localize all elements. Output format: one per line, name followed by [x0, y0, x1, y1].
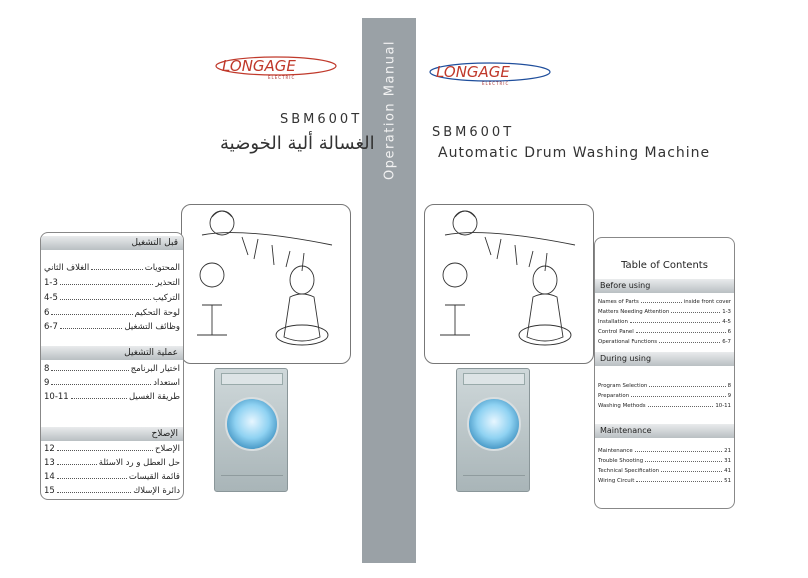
washing-machine-image-left: [214, 368, 288, 492]
toc-en-row: Trouble Shooting 31: [598, 458, 731, 464]
toc-en-section-header: During using: [595, 352, 734, 366]
brand-logo-right: [428, 58, 552, 82]
toc-ar-section-header: الإصلاح: [41, 427, 183, 441]
toc-ar-row: حل العطل و رد الاسئلة 13: [44, 458, 180, 468]
toc-ar-row: وظائف التشغيل 6-7: [44, 322, 180, 332]
toc-ar-row: المحتويات الغلاف الثاني: [44, 263, 180, 273]
toc-en-row: Wiring Circuit 51: [598, 478, 731, 484]
toc-ar-row: التحذير 1-3: [44, 278, 180, 288]
toc-en-row: Maintenance 21: [598, 448, 731, 454]
toc-en-row: Program Selection 8: [598, 383, 731, 389]
toc-ar-row: لوحة التحكيم 6: [44, 308, 180, 318]
toc-ar-section-header: عملية التشغيل: [41, 346, 183, 360]
page-title-arabic: الغسالة ألية الخوضية: [220, 133, 375, 154]
brand-sub-left: ELECTRIC: [268, 75, 296, 80]
laundry-illustration-left: [181, 204, 351, 364]
toc-en-row: Operational Functions 6-7: [598, 339, 731, 345]
toc-ar-row: استعداد 9: [44, 378, 180, 388]
toc-en-row: Matters Needing Attention 1-3: [598, 309, 731, 315]
toc-ar-row: قائمة القيسات 14: [44, 472, 180, 482]
toc-ar-row: التركيب 4-5: [44, 293, 180, 303]
model-number-right: SBM600T: [432, 125, 515, 140]
toc-ar-row: الإصلاح 12: [44, 444, 180, 454]
toc-en-section-header: Maintenance: [595, 424, 734, 438]
brand-sub-right: ELECTRIC: [482, 81, 510, 86]
toc-ar-row: دائرة الإسلاك 15: [44, 486, 180, 496]
spine-title: Operation Manual: [382, 39, 398, 181]
svg-text:LONGAGE: LONGAGE: [222, 57, 296, 75]
page-title-english: Automatic Drum Washing Machine: [438, 145, 711, 161]
toc-en-row: Technical Specification 41: [598, 468, 731, 474]
toc-en-row: Washing Methods 10-11: [598, 403, 731, 409]
brand-logo-left: [214, 52, 338, 76]
toc-ar-section-header: قبل التشغيل: [41, 236, 183, 250]
toc-en-row: Names of Parts inside front cover: [598, 299, 731, 305]
toc-en-row: Control Panel 6: [598, 329, 731, 335]
toc-en-row: Preparation 9: [598, 393, 731, 399]
toc-ar-row: اختيار البرنامج 8: [44, 364, 180, 374]
toc-title: Table of Contents: [621, 260, 708, 271]
toc-box-english: [594, 237, 735, 509]
toc-en-section-header: Before using: [595, 279, 734, 293]
svg-text:LONGAGE: LONGAGE: [436, 63, 510, 81]
toc-en-row: Installation 4-5: [598, 319, 731, 325]
laundry-illustration-right: [424, 204, 594, 364]
toc-ar-row: طريقة الغسيل 10-11: [44, 392, 180, 402]
model-number-left: SBM600T: [280, 112, 363, 127]
washing-machine-image-right: [456, 368, 530, 492]
toc-box-arabic: [40, 232, 184, 500]
